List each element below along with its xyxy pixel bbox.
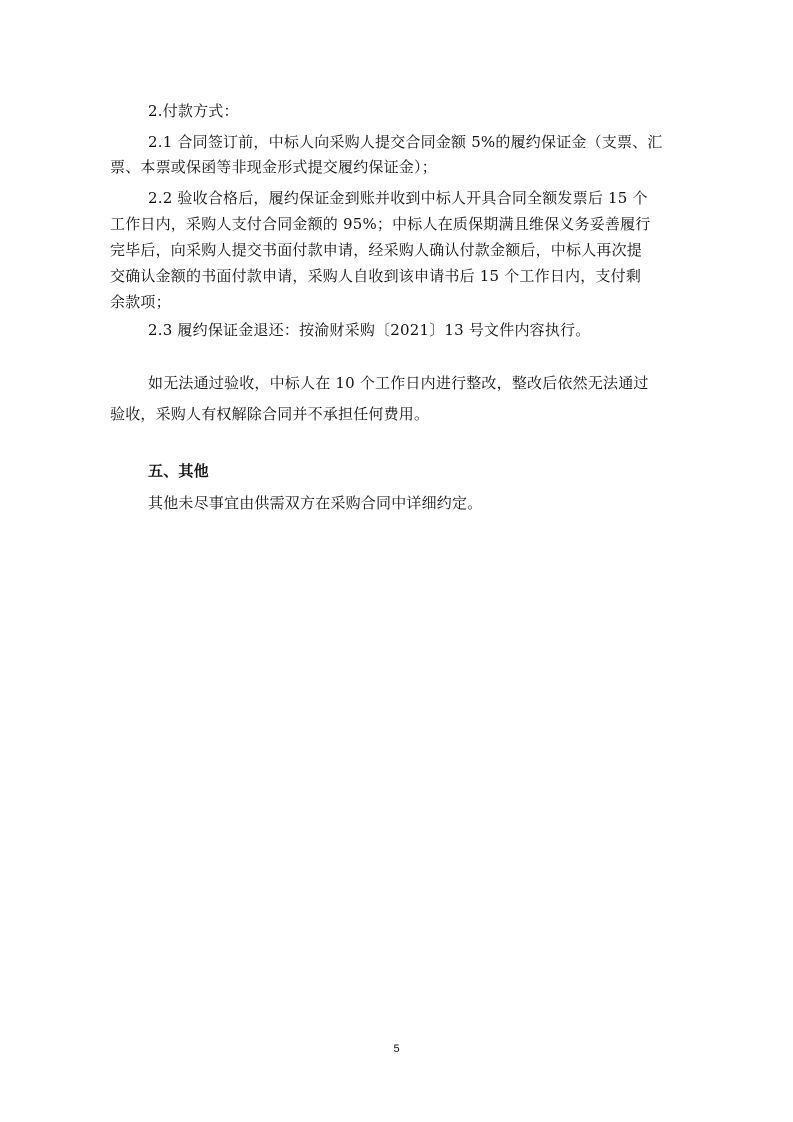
clause-2-2-line-5: 余款项； <box>110 293 171 311</box>
acceptance-line-2: 验收，采购人有权解除合同并不承担任何费用。 <box>110 405 430 423</box>
clause-2-1-line-2: 票、本票或保函等非现金形式提交履约保证金）； <box>110 158 437 176</box>
clause-2-2-line-4: 交确认金额的书面付款申请，采购人自收到该申请书后 15 个工作日内，支付剩 <box>110 267 642 285</box>
clause-2-1-line-1: 2.1 合同签订前，中标人向采购人提交合同金额 5%的履约保证金（支票、汇 <box>148 133 663 151</box>
section-5-text: 其他未尽事宜由供需双方在采购合同中详细约定。 <box>148 494 483 512</box>
clause-2-3: 2.3 履约保证金退还：按渝财采购〔2021〕13 号文件内容执行。 <box>148 321 591 339</box>
page-number: 5 <box>393 1043 400 1055</box>
acceptance-line-1: 如无法通过验收，中标人在 10 个工作日内进行整改，整改后依然无法通过 <box>148 374 649 392</box>
clause-2-2-line-3: 完毕后，向采购人提交书面付款申请，经采购人确认付款金额后，中标人再次提 <box>110 241 643 259</box>
clause-2-2-line-1: 2.2 验收合格后，履约保证金到账并收到中标人开具合同全额发票后 15 个 <box>148 189 648 207</box>
payment-heading: 2.付款方式： <box>148 102 239 120</box>
clause-2-2-line-2: 工作日内，采购人支付合同金额的 95%；中标人在质保期满且维保义务妥善履行 <box>110 215 651 233</box>
section-5-heading: 五、其他 <box>148 462 209 480</box>
